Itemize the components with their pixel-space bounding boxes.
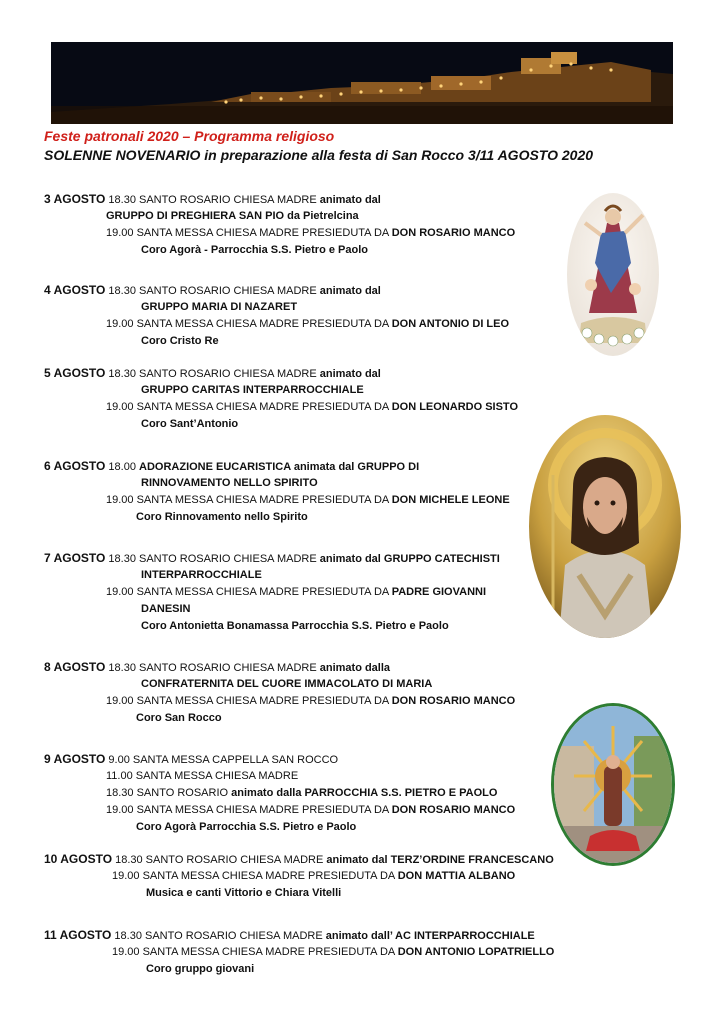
choir-line: Coro Agorà Parrocchia S.S. Pietro e Paolo	[136, 821, 357, 833]
mass-line: 19.00 SANTA MESSA CHIESA MADRE PRESIEDUTA DA DON ROSARIO MANCO	[106, 227, 516, 239]
program-subtitle: Feste patronali 2020 – Programma religioso	[44, 128, 335, 144]
mass-line: 19.00 SANTA MESSA CHIESA MADRE PRESIEDUTA DA DON LEONARDO SISTO	[106, 401, 519, 413]
day-date: 3 AGOSTO	[44, 192, 106, 206]
day-line: 6 AGOSTO 18.00 ADORAZIONE EUCARISTICA animata dal GRUPPO DI	[44, 459, 420, 473]
choir-line: Coro San Rocco	[136, 712, 222, 724]
novena-title: SOLENNE NOVENARIO in preparazione alla festa di San Rocco 3/11 AGOSTO 2020	[44, 147, 594, 163]
day-line: 8 AGOSTO 18.30 SANTO ROSARIO CHIESA MADRE animato dalla	[44, 660, 391, 674]
mass-line: 19.00 SANTA MESSA CHIESA MADRE PRESIEDUTA DA DON MATTIA ALBANO	[112, 870, 516, 882]
day-line: 10 AGOSTO 18.30 SANTO ROSARIO CHIESA MADRE animato dal TERZ’ORDINE FRANCESCANO	[44, 852, 554, 866]
choir-line: Coro Rinnovamento nello Spirito	[136, 511, 308, 523]
choir-line: Coro Antonietta Bonamassa Parrocchia S.S. Pietro e Paolo	[141, 620, 449, 632]
choir-line: Musica e canti Vittorio e Chiara Vitelli	[146, 887, 342, 899]
day-line: 7 AGOSTO 18.30 SANTO ROSARIO CHIESA MADRE animato dal GRUPPO CATECHISTI	[44, 551, 500, 565]
choir-line: Coro Agorà - Parrocchia S.S. Pietro e Paolo	[141, 244, 368, 256]
day-line: 3 AGOSTO 18.30 SANTO ROSARIO CHIESA MADRE animato dal	[44, 192, 381, 206]
day-line: 5 AGOSTO 18.30 SANTO ROSARIO CHIESA MADRE animato dal	[44, 366, 381, 380]
group-line: RINNOVAMENTO NELLO SPIRITO	[141, 477, 318, 489]
day-line: 9 AGOSTO 9.00 SANTA MESSA CAPPELLA SAN ROCCO	[44, 752, 339, 766]
group-line: INTERPARROCCHIALE	[141, 569, 262, 581]
madonna-statue-image	[567, 193, 659, 356]
day-line: 4 AGOSTO 18.30 SANTO ROSARIO CHIESA MADRE animato dal	[44, 283, 381, 297]
day-date: 9 AGOSTO	[44, 752, 106, 766]
day-date: 5 AGOSTO	[44, 366, 106, 380]
day-date: 10 AGOSTO	[44, 852, 113, 866]
day-date: 11 AGOSTO	[44, 928, 112, 942]
day-line: 11 AGOSTO 18.30 SANTO ROSARIO CHIESA MADRE animato dall’ AC INTERPARROCCHIALE	[44, 928, 535, 942]
rosary-line: 18.30 SANTO ROSARIO animato dalla PARROCCHIA S.S. PIETRO E PAOLO	[106, 787, 498, 799]
day-date: 7 AGOSTO	[44, 551, 106, 565]
town-night-banner	[51, 42, 673, 124]
mass-line: 11.00 SANTA MESSA CHIESA MADRE	[106, 770, 299, 782]
mass-line: 19.00 SANTA MESSA CHIESA MADRE PRESIEDUTA DA DON ROSARIO MANCO	[106, 804, 516, 816]
san-rocco-statue-image	[551, 703, 675, 866]
group-line: CONFRATERNITA DEL CUORE IMMACOLATO DI MARIA	[141, 678, 433, 690]
mass-line: 19.00 SANTA MESSA CHIESA MADRE PRESIEDUTA DA DON MICHELE LEONE	[106, 494, 510, 506]
group-line: GRUPPO DI PREGHIERA SAN PIO da Pietrelcina	[106, 210, 359, 222]
day-date: 6 AGOSTO	[44, 459, 106, 473]
mass-line: 19.00 SANTA MESSA CHIESA MADRE PRESIEDUTA DA DON ROSARIO MANCO	[106, 695, 516, 707]
mass-line: 19.00 SANTA MESSA CHIESA MADRE PRESIEDUTA DA DON ANTONIO DI LEO	[106, 318, 510, 330]
choir-line: Coro Cristo Re	[141, 335, 219, 347]
day-date: 8 AGOSTO	[44, 660, 106, 674]
group-line: GRUPPO MARIA DI NAZARET	[141, 301, 298, 313]
day-date: 4 AGOSTO	[44, 283, 106, 297]
choir-line: Coro Sant’Antonio	[141, 418, 239, 430]
mass-line: 19.00 SANTA MESSA CHIESA MADRE PRESIEDUTA DA DON ANTONIO LOPATRIELLO	[112, 946, 555, 958]
mass-line-cont: DANESIN	[141, 603, 191, 615]
christ-statue-image	[529, 415, 681, 638]
mass-line: 19.00 SANTA MESSA CHIESA MADRE PRESIEDUTA DA PADRE GIOVANNI	[106, 586, 487, 598]
choir-line: Coro gruppo giovani	[146, 963, 255, 975]
group-line: GRUPPO CARITAS INTERPARROCCHIALE	[141, 384, 364, 396]
